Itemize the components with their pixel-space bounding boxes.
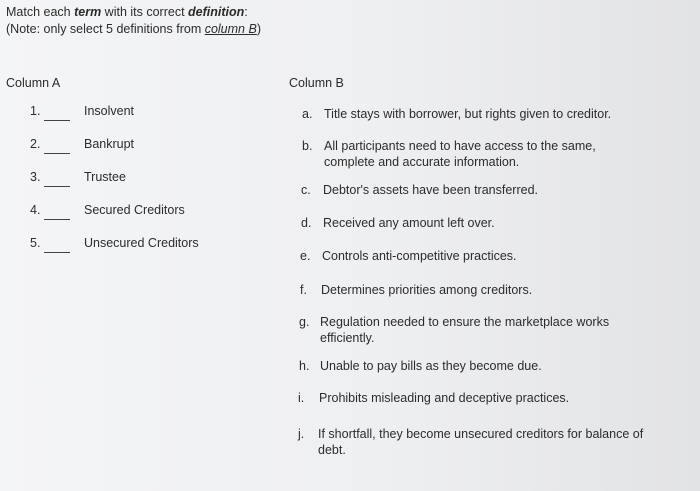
term-label: Bankrupt — [84, 137, 135, 151]
definition-text: Unable to pay bills as they become due. — [320, 359, 542, 373]
definition-letter: d. — [301, 216, 312, 230]
instructions-line-2 — [6, 21, 261, 38]
definition-letter: b. — [302, 139, 313, 153]
answer-blank[interactable] — [44, 186, 70, 187]
item-number: 5. — [30, 236, 41, 250]
answer-blank[interactable] — [44, 153, 70, 154]
definition-letter: f. — [300, 283, 307, 297]
definition-letter: h. — [299, 359, 310, 373]
instructions-suffix: : — [244, 5, 248, 19]
column-a-item — [0, 236, 280, 256]
item-number: 2. — [30, 137, 41, 151]
column-a-heading: Column A — [6, 76, 61, 90]
instructions — [6, 4, 261, 38]
definition-text: Controls anti-competitive practices. — [322, 249, 517, 263]
column-b-heading: Column B — [289, 76, 344, 90]
column-b-link[interactable]: column B — [204, 22, 257, 36]
answer-blank[interactable] — [44, 252, 70, 253]
item-number: 1. — [30, 104, 41, 118]
definition-letter: j. — [298, 427, 305, 441]
note-prefix: (Note: only select 5 definitions from — [6, 22, 205, 36]
definition-text: All participants need to have access to the same, complete and accurate information. — [324, 139, 596, 169]
instructions-line-1 — [6, 4, 261, 21]
answer-blank[interactable] — [44, 120, 70, 121]
definition-text: Prohibits misleading and deceptive practices. — [319, 391, 570, 405]
term-label: Insolvent — [84, 104, 135, 118]
note-suffix: ) — [256, 22, 261, 36]
definition-letter: e. — [300, 249, 311, 263]
column-a-item — [0, 170, 280, 190]
term-label: Trustee — [84, 170, 126, 184]
answer-blank[interactable] — [44, 219, 70, 220]
instructions-prefix: Match each — [6, 5, 75, 19]
column-a-item — [0, 104, 280, 124]
definition-letter: g. — [299, 315, 310, 329]
column-a-item — [0, 137, 280, 157]
definition-letter: c. — [301, 183, 311, 197]
definition-text: Received any amount left over. — [323, 216, 495, 230]
item-number: 3. — [30, 170, 41, 184]
instructions-term-word: term — [74, 5, 102, 19]
definition-text: Title stays with borrower, but rights given to creditor. — [324, 107, 612, 121]
term-label: Unsecured Creditors — [84, 236, 199, 250]
definition-letter: i. — [298, 391, 305, 405]
definition-text: Determines priorities among creditors. — [321, 283, 533, 297]
instructions-middle: with its correct — [101, 5, 189, 19]
definition-letter: a. — [302, 107, 313, 121]
instructions-definition-word: definition — [188, 5, 245, 19]
column-a-item — [0, 203, 280, 223]
definition-text: If shortfall, they become unsecured creditors for balance of debt. — [318, 427, 644, 457]
term-label: Secured Creditors — [84, 203, 185, 217]
definition-text: Regulation needed to ensure the marketplace works efficiently. — [320, 315, 610, 345]
item-number: 4. — [30, 203, 41, 217]
definition-text: Debtor's assets have been transferred. — [323, 183, 539, 197]
